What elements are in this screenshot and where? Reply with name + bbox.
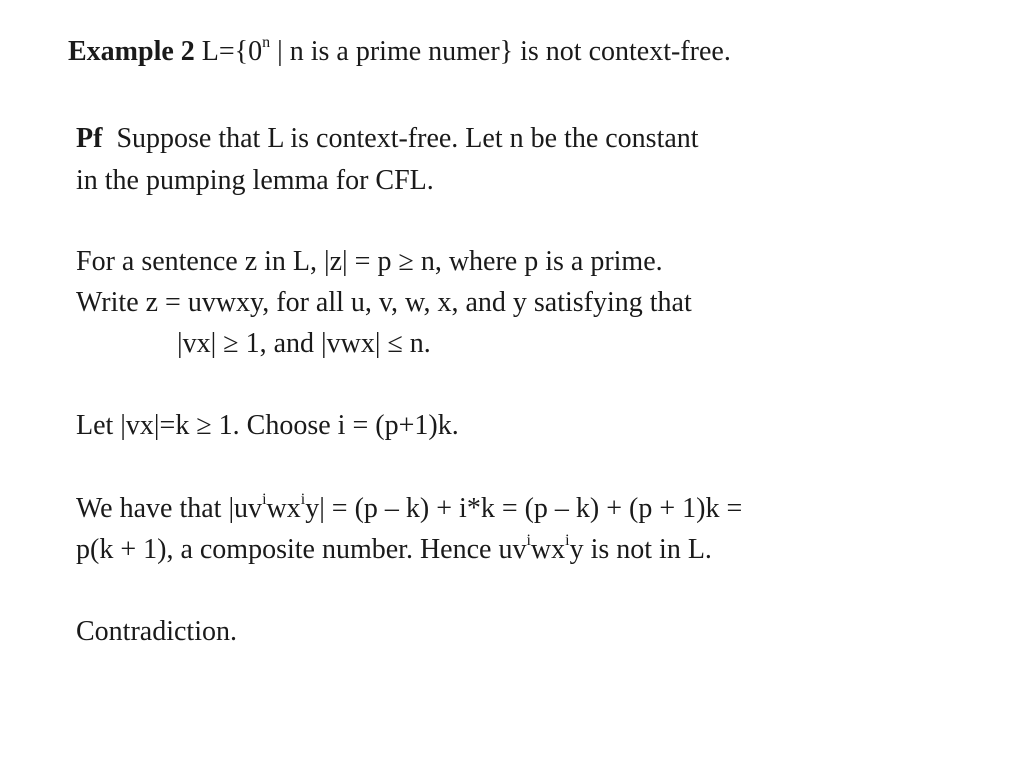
proof-line-6: Let |vx|=k ≥ 1. Choose i = (p+1)k. <box>76 410 459 441</box>
proof-line-8 <box>76 533 712 567</box>
line7-part-b: wx <box>266 493 301 524</box>
line7-sup-1: i <box>262 490 267 508</box>
line8-sup-2: i <box>565 531 570 549</box>
line7-part-a: We have that |uv <box>76 493 263 524</box>
line8-part-a: p(k + 1), a composite number. Hence uv <box>76 534 527 565</box>
proof-line-5: |vx| ≥ 1, and |vwx| ≤ n. <box>177 328 431 359</box>
proof-label: Pf <box>76 123 103 154</box>
proof-conclusion: Contradiction. <box>76 616 237 647</box>
proof-line-4: Write z = uvwxy, for all u, v, w, x, and y satisfying that <box>76 287 692 318</box>
line8-part-b: wx <box>530 534 566 565</box>
statement-part-b: | n is a prime numer} is not context-free. <box>270 36 731 67</box>
line8-part-c: y is not in L. <box>569 534 712 565</box>
line7-sup-2: i <box>300 490 306 508</box>
example-label: Example 2 <box>68 36 195 67</box>
statement-superscript-n: n <box>262 33 271 51</box>
proof-line-1 <box>76 122 699 156</box>
proof-line-3: For a sentence z in L, |z| = p ≥ n, where p is a prime. <box>76 246 663 277</box>
example-title <box>68 35 731 69</box>
proof-line-2: in the pumping lemma for CFL. <box>76 165 434 196</box>
statement-part-a: L={0 <box>194 36 263 67</box>
line7-part-c: y| = (p – k) + i*k = (p – k) + (p + 1)k = <box>305 493 743 524</box>
proof-line-1-text: Suppose that L is context-free. Let n be the constant <box>102 123 699 154</box>
proof-line-7 <box>76 492 742 526</box>
line8-sup-1: i <box>526 531 531 549</box>
